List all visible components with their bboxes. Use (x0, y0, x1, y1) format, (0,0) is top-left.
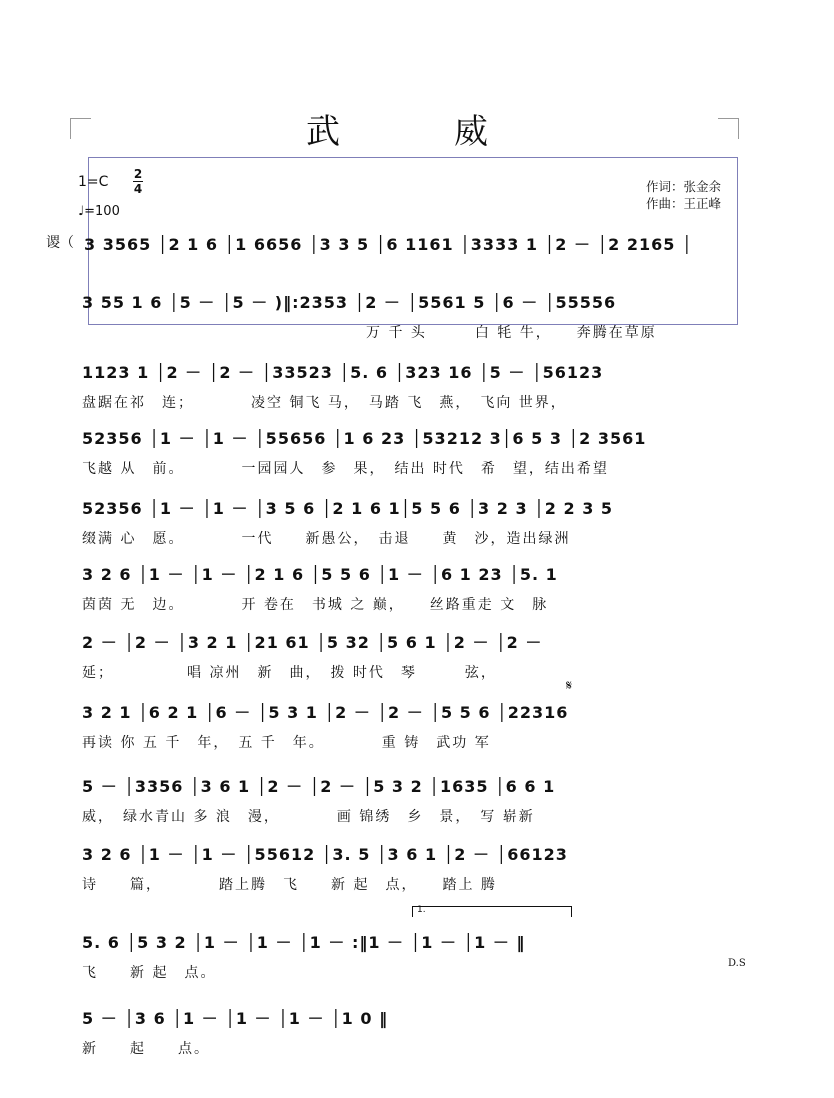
notation-line: 3 2 6 │1 － │1 － │55612 │3. 5 │3 6 1 │2 － │66123 (82, 845, 568, 864)
notation-line: 3 3565 │2 1 6 │1 6656 │3 3 5 │6 1161 │3333 1 │2 － │2 2165 │ (84, 235, 693, 254)
notation-line: 3 2 1 │6 2 1 │6 － │5 3 1 │2 － │2 － │5 5 6 │22316 (82, 703, 569, 722)
lyrics-line: 万 千 头 白 牦 牛， 奔腾在草原 (366, 325, 657, 341)
crop-mark-top-right (718, 118, 739, 139)
lyrics-line: 威， 绿水青山 多 浪 漫， 画 锦绣 乡 景， 写 崭新 (82, 809, 535, 825)
notation-line: 52356 │1 － │1 － │55656 │1 6 23 │53212 3│6 5 3 │2 3561 (82, 429, 647, 448)
notation-line: 1123 1 │2 － │2 － │33523 │5. 6 │323 16 │5 － │56123 (82, 363, 604, 382)
lyrics-line: 飞 新 起 点。 (82, 965, 217, 981)
composer: 作曲：王正峰 (646, 196, 722, 211)
notation-line: 5 － │3356 │3 6 1 │2 － │2 － │5 3 2 │1635 │6 6 1 (82, 777, 556, 796)
lyrics-line: 缀满 心 愿。 一代 新愚公， 击退 黄 沙，造出绿洲 (82, 531, 571, 547)
segno-sign: 𝄋 (566, 678, 573, 694)
lyrics-line: 新 起 点。 (82, 1041, 210, 1057)
ds-marking: D.S (728, 958, 746, 969)
credits (646, 178, 721, 212)
volta-label: 1. (417, 905, 426, 915)
volta-bracket (412, 906, 572, 917)
lyrics-line: 再读 你 五 千 年， 五 千 年。 重 铸 武功 军 (82, 735, 491, 751)
lyricist: 作词：张金余 (646, 179, 722, 194)
notation-line: 5. 6 │5 3 2 │1 － │1 － │1 － :‖1 － │1 － │1 － ‖ (82, 933, 526, 952)
notation-line: 3 55 1 6 │5 － │5 － )‖:2353 │2 － │5561 5 │6 － │55556 (82, 293, 617, 312)
notation-line: 52356 │1 － │1 － │3 5 6 │2 1 6 1│5 5 6 │3 2 3 │2 2 3 5 (82, 499, 614, 518)
lyrics-line: 盘踞在祁 连； 凌空 铜飞 马， 马踏 飞 燕， 飞向 世界， (82, 395, 567, 411)
crop-mark-top-left (70, 118, 91, 139)
time-signature: 2 4 (133, 167, 143, 196)
row-label: 谡（ (46, 235, 74, 251)
tempo-marking: ♩=100 (78, 204, 120, 219)
song-title: 武 威 (306, 112, 528, 152)
lyrics-line: 飞越 从 前。 一园园人 参 果， 结出 时代 希 望，结出希望 (82, 461, 609, 477)
notation-line: 3 2 6 │1 － │1 － │2 1 6 │5 5 6 │1 － │6 1 23 │5. 1 (82, 565, 558, 584)
lyrics-line: 茵茵 无 边。 开 卷在 书城 之 巅， 丝路重走 文 脉 (82, 597, 549, 613)
lyrics-line: 诗 篇， 踏上腾 飞 新 起 点， 踏上 腾 (82, 877, 497, 893)
key-signature: 1=C (78, 174, 109, 190)
lyrics-line: 延； 唱 凉州 新 曲， 拨 时代 琴 弦， (82, 665, 497, 681)
notation-line: 5 － │3 6 │1 － │1 － │1 － │1 0 ‖ (82, 1009, 389, 1028)
notation-line: 2 － │2 － │3 2 1 │21 61 │5 32 │5 6 1 │2 － │2 － (82, 633, 543, 652)
